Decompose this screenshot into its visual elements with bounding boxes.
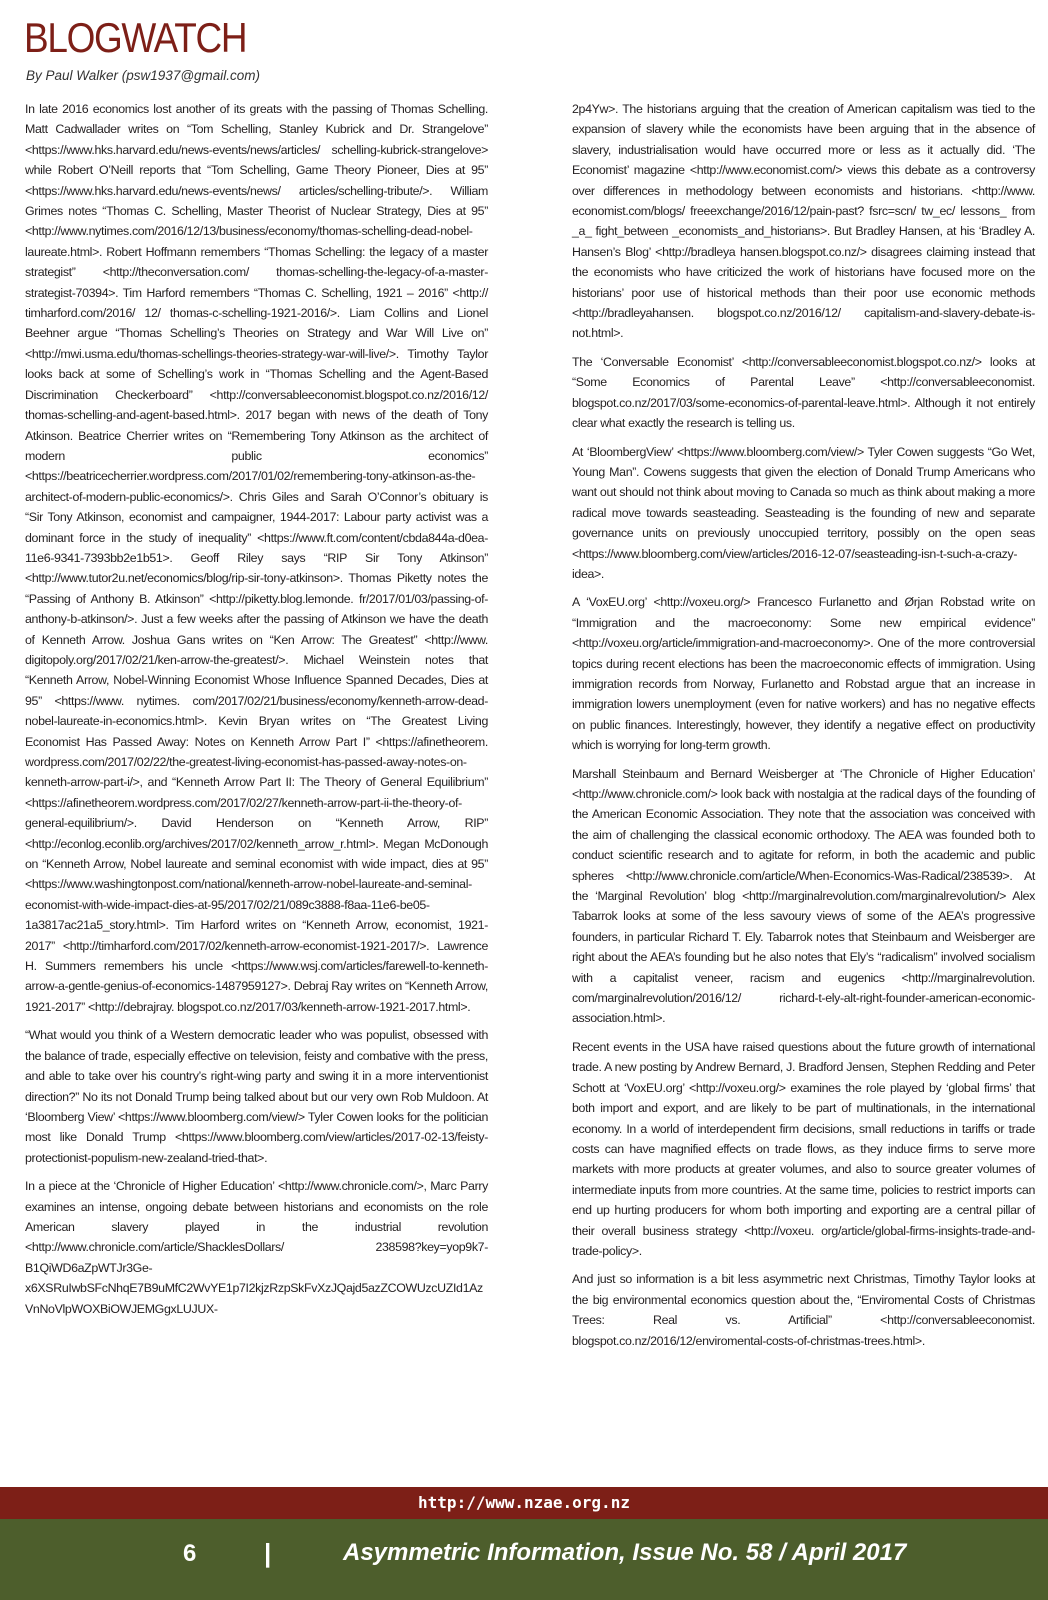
paragraph: 2p4Yw>. The historians arguing that the creation of American capitalism was tied to the expansion of slavery while the economists have been arguing that in the absence of slavery, industrialisation would have occurred more or less as it actually did. ‘The Economist’ magazine <http://www.economist.com/> views this debate as a controversy over differences in methodology between economists and historians. <http://www. economist.com/blogs/ freeexchange/2016/12/pain-past? fsrc=scn/ tw_ec/ lessons_ from _a_ fight_between _economists_and_historians>. But Bradley Hansen, at his ‘Bradley A. Hansen’s Blog’ <http://bradleya hansen.blogspot.co.nz/> disagrees claiming instead that the economists who have criticized the work of historians have focused more on the historians’ poor use of historical methods than their poor use economic methods <http://bradleyahansen. blogspot.co.nz/2016/12/ capitalism-and-slavery-debate-is-not.html>.: [572, 102, 1035, 341]
paragraph: The ‘Conversable Economist’ <http://conversableeconomist.blogspot.co.nz/> looks at “Some Economics of Parental Leave” <http://conversableeconomist. blogspot.co.nz/2017/03/some-economics-of-parental-leave.html>. Although it not entirely clear what exactly the research is telling us.: [572, 354, 1035, 431]
page-number: 6: [183, 1540, 197, 1567]
left-column: [25, 99, 488, 1327]
paragraph: In a piece at the ‘Chronicle of Higher Education’ <http://www.chronicle.com/>, Marc Parry examines an intense, ongoing debate between historians and economists on the role American slavery played in the industrial revolution <http://www.chronicle.com/article/ShacklesDollars/ 238598?key=yop9k7-B1QiWD6aZpWTJr3Ge-x6XSRuIwbSFcNhqE7B9uMfC2WvYE1p7I2kjzRzpSkFvXzJQajd5azZCOWUzcUZId1AzVnNoVlpWOXBiOWJEMGgxLUJUX-: [25, 1179, 488, 1316]
page-title: BLOGWATCH: [24, 14, 247, 61]
footer-separator: |: [264, 1538, 272, 1568]
website-url[interactable]: http://www.nzae.org.nz: [418, 1493, 630, 1512]
paragraph: In late 2016 economics lost another of its greats with the passing of Thomas Schelling. Matt Cadwallader writes on “Tom Schelling, Stanley Kubrick and Dr. Strangelove” <https://www.hks.harvard.edu/news-events/news/articles/ schelling-kubrick-strangelove> while Robert O’Neill reports that “Tom Schelling, Game Theory Pioneer, Dies at 95” <https://www.hks.harvard.edu/news-events/news/ articles/schelling-tribute/>. William Grimes notes “Thomas C. Schelling, Master Theorist of Nuclear Strategy, Dies at 95” <http://www.nytimes.com/2016/12/13/business/economy/thomas-schelling-dead-nobel-laureate.html>. Robert Hoffmann remembers “Thomas Schelling: the legacy of a master strategist” <http://theconversation.com/ thomas-schelling-the-legacy-of-a-master-strategist-70394>. Tim Harford remembers “Thomas C. Schelling, 1921 – 2016” <http:// timharford.com/2016/ 12/ thomas-c-schelling-1921-2016/>. Liam Collins and Lionel Beehner argue “Thomas Schelling’s Theories on Strategy and War Will Live on” <http://mwi.usma.edu/thomas-schellings-theories-strategy-war-will-live/>. Timothy Taylor looks back at some of Schelling’s work in “Thomas Schelling and the Agent-Based Discrimination Checkerboard” <http://conversableeconomist.blogspot.co.nz/2016/12/ thomas-schelling-and-agent-based.html>. 2017 began with news of the death of Tony Atkinson. Beatrice Cherrier writes on “Remembering Tony Atkinson as the architect of modern public economics” <https://beatricecherrier.wordpress.com/2017/01/02/remembering-tony-atkinson-as-the-architect-of-modern-public-economics/>. Chris Giles and Sarah O’Connor’s obituary is “Sir Tony Atkinson, economist and campaigner, 1944-2017: Labour party activist was a dominant force in the study of inequality” <https://www.ft.com/content/cbda844a-d0ea-11e6-9341-7393bb2e1b51>. Geoff Riley says “RIP Sir Tony Atkinson” <http://www.tutor2u.net/economics/blog/rip-sir-tony-atkinson>. Thomas Piketty notes the “Passing of Anthony B. Atkinson” <http://piketty.blog.lemonde. fr/2017/01/03/passing-of-anthony-b-atkinson/>. Just a few weeks after the passing of Atkinson we have the death of Kenneth Arrow. Joshua Gans writes on “Ken Arrow: The Greatest” <http://www. digitopoly.org/2017/02/21/ken-arrow-the-greatest/>. Michael Weinstein notes that “Kenneth Arrow, Nobel-Winning Economist Whose Influence Spanned Decades, Dies at 95” <https://www. nytimes. com/2017/02/21/business/economy/kenneth-arrow-dead-nobel-laureate-in-economics.html>. Kevin Bryan writes on “The Greatest Living Economist Has Passed Away: Notes on Kenneth Arrow Part I” <https://afinetheorem. wordpress.com/2017/02/22/the-greatest-living-economist-has-passed-away-notes-on-kenneth-arrow-part-i/>, and “Kenneth Arrow Part II: The Theory of General Equilibrium” <https://afinetheorem.wordpress.com/2017/02/27/kenneth-arrow-part-ii-the-theory-of-general-equilibrium/>. David Henderson on “Kenneth Arrow, RIP” <http://econlog.econlib.org/archives/2017/02/kenneth_arrow_r.html>. Megan McDonough on “Kenneth Arrow, Nobel laureate and seminal economist with wide impact, dies at 95” <https://www.washingtonpost.com/national/kenneth-arrow-nobel-laureate-and-seminal-economist-with-wide-impact-dies-at-95/2017/02/21/089c3888-f8aa-11e6-be05-1a3817ac21a5_story.html>. Tim Harford writes on “Kenneth Arrow, economist, 1921-2017” <http://timharford.com/2017/02/kenneth-arrow-economist-1921-2017/>. Lawrence H. Summers remembers his uncle <https://www.wsj.com/articles/farewell-to-kenneth-arrow-a-gentle-genius-of-economics-1487959127>. Debraj Ray writes on “Kenneth Arrow, 1921-2017” <http://debrajray. blogspot.co.nz/2017/03/kenneth-arrow-1921-2017.html>.: [25, 102, 488, 1014]
paragraph: A ‘VoxEU.org’ <http://voxeu.org/> Francesco Furlanetto and Ørjan Robstad write on “Immigration and the macroeconomy: Some new empirical evidence” <http://voxeu.org/article/immigration-and-macroeconomy>. One of the more controversial topics during recent elections has been the macroeconomic effects of immigration. Using immigration records from Norway, Furlanetto and Robstad argue that an increase in immigration lowers unemployment (even for native workers) and has no negative effects on public finances. Interestingly, however, they identify a negative effect on productivity which is worrying for long-term growth.: [572, 595, 1035, 753]
issue-info: Asymmetric Information, Issue No. 58 / April 2017: [343, 1539, 907, 1566]
website-url-bar: [0, 1487, 1048, 1519]
byline: By Paul Walker (psw1937@gmail.com): [26, 68, 261, 83]
paragraph: And just so information is a bit less asymmetric next Christmas, Timothy Taylor looks at the big environmental economics question about the, “Enviromental Costs of Christmas Trees: Real vs. Artificial” <http://conversableeconomist. blogspot.co.nz/2016/12/enviromental-costs-of-christmas-trees.html>.: [572, 1272, 1035, 1348]
paragraph: Marshall Steinbaum and Bernard Weisberger at ‘The Chronicle of Higher Education’ <http://www.chronicle.com/> look back with nostalgia at the radical days of the founding of the American Economic Association. They note that the association was conceived with the aim of challenging the classical economic orthodoxy. The AEA was founded both to conduct scientific research and to agitate for reform, in both the academic and public spheres <http://www.chronicle.com/article/When-Economics-Was-Radical/238539>. At the ‘Marginal Revolution’ blog <http://marginalrevolution.com/marginalrevolution/> Alex Tabarrok looks at some of the less savoury views of some of the AEA’s progressive founders, in particular Richard T. Ely. Tabarrok notes that Steinbaum and Weisberger are right about the AEA’s founding but he also notes that Ely’s “radicalism” involved socialism with a capitalist veneer, racism and eugenics <http://marginalrevolution. com/marginalrevolution/2016/12/ richard-t-ely-alt-right-founder-american-economic-association.html>.: [572, 766, 1035, 1026]
right-column: [572, 99, 1035, 1359]
paragraph: “What would you think of a Western democratic leader who was populist, obsessed with the balance of trade, especially effective on television, feisty and combative with the press, and able to take over his country’s right-wing party and swing it in a more interventionist direction?” No its not Donald Trump being talked about but our very own Rob Muldoon. At ‘Bloomberg View’ <https://www.bloomberg.com/view/> Tyler Cowen looks for the politician most like Donald Trump <https://www.bloomberg.com/view/articles/2017-02-13/feisty-protectionist-populism-new-zealand-tried-that>.: [25, 1028, 488, 1165]
footer-bar: [0, 1519, 1048, 1600]
paragraph: Recent events in the USA have raised questions about the future growth of international trade. A new posting by Andrew Bernard, J. Bradford Jensen, Stephen Redding and Peter Schott at ‘VoxEU.org’ <http://voxeu.org/> examines the role played by ‘global firms’ that both import and export, and are likely to be part of multinationals, in the international economy. In a world of interdependent firm decisions, small reductions in tariffs or trade costs can have magnified effects on trade flows, as they induce firms to serve more markets with more products at greater volumes, and also to source greater volumes of intermediate inputs from more countries. At the same time, policies to restrict imports can end up hurting producers for whom both importing and exporting are a central pillar of their overall business strategy <http://voxeu. org/article/global-firms-insights-trade-and-trade-policy>.: [572, 1039, 1035, 1258]
paragraph: At ‘BloombergView’ <https://www.bloomberg.com/view/> Tyler Cowen suggests “Go Wet, Young Man”. Cowens suggests that given the election of Donald Trump Americans who want out should not think about moving to Canada so much as think about making a more radical move towards seasteading. Seasteading is the founding of new and separate governance units on previously unoccupied territory, possibly on the open seas <https://www.bloomberg.com/view/articles/2016-12-07/seasteading-isn-t-such-a-crazy-idea>.: [572, 444, 1035, 581]
